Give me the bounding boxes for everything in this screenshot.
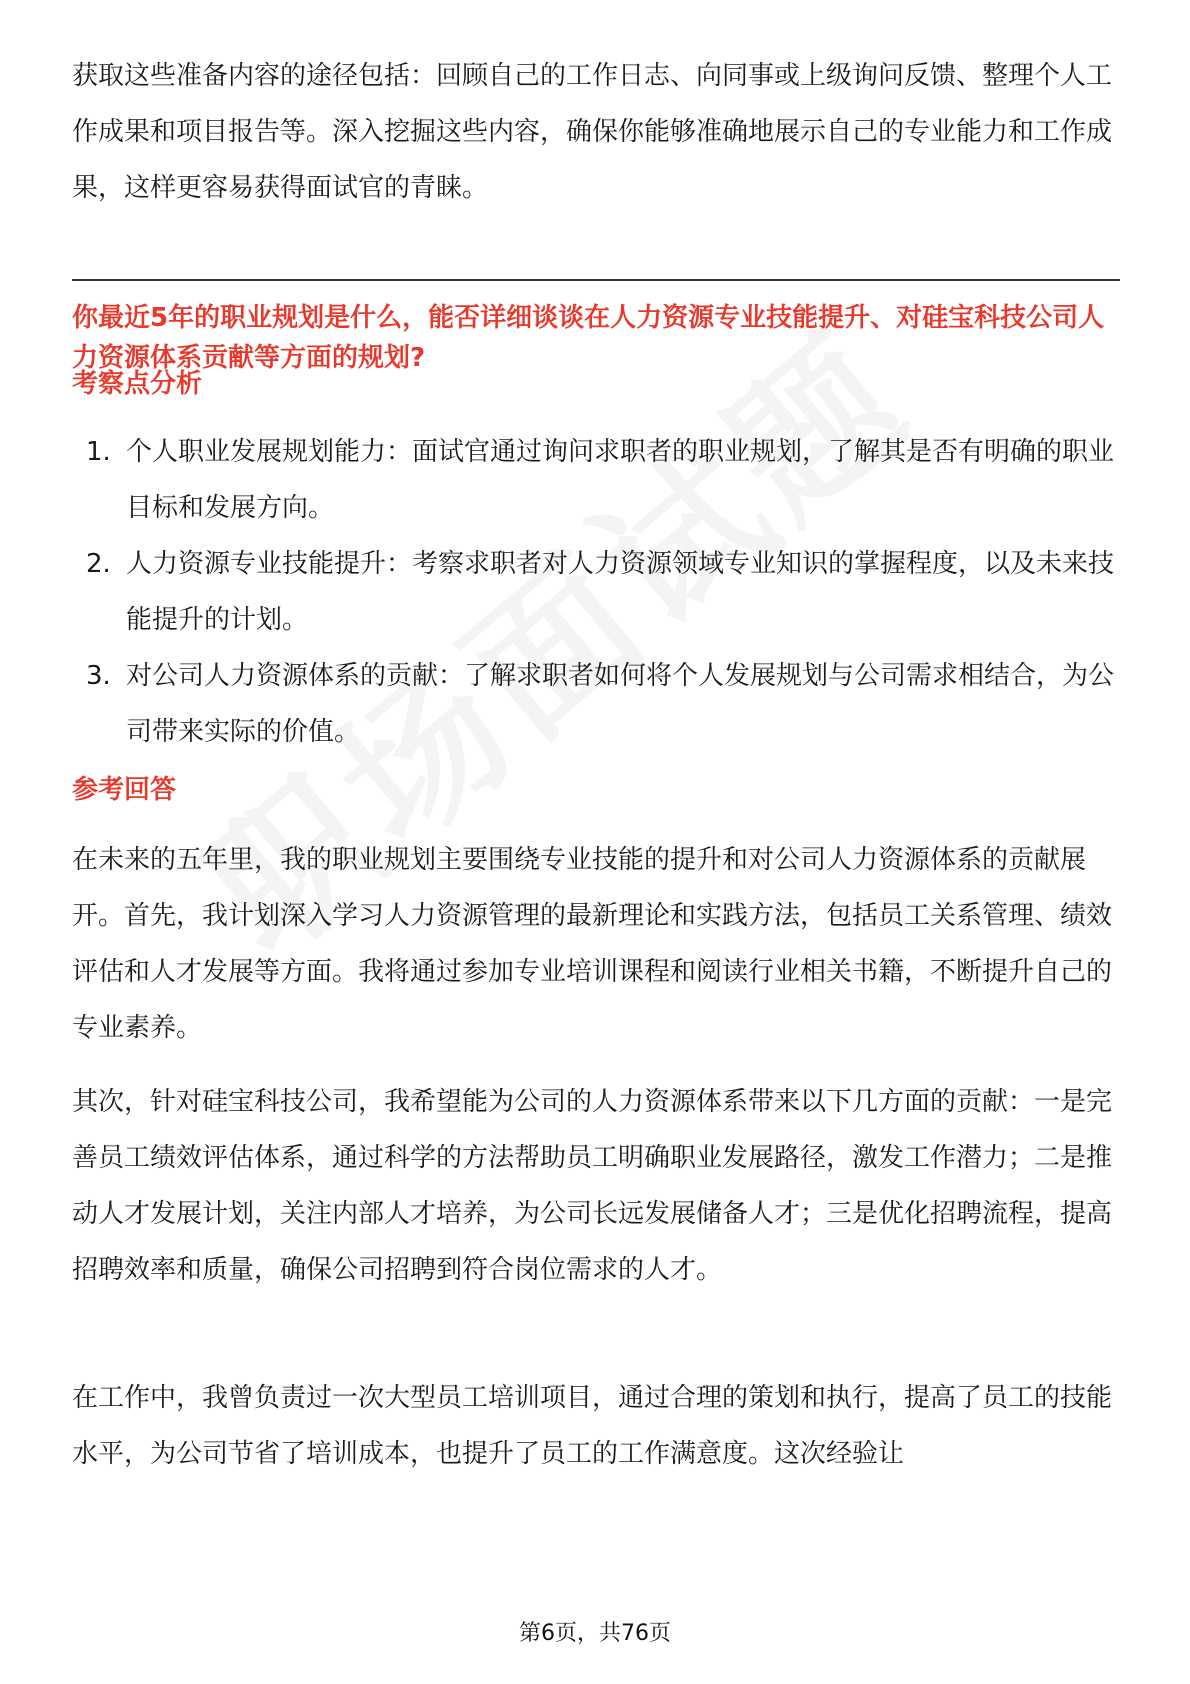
answer-paragraph-1: 在未来的五年里，我的职业规划主要围绕专业技能的提升和对公司人力资源体系的贡献展开。首先，我计划深入学习人力资源管理的最新理论和实践方法，包括员工关系管理、绩效评估和人才发展等方面。我将通过参加专业培训课程和阅读行业相关书籍，不断提升自己的专业素养。 (72, 845, 1113, 1043)
list-item-number: 2. (86, 549, 111, 579)
answer-title: 参考回答 (72, 775, 177, 805)
analysis-title: 考察点分析 (72, 369, 203, 399)
list-item (72, 424, 1120, 536)
list-item-text: 对公司人力资源体系的贡献：了解求职者如何将个人发展规划与公司需求相结合，为公司带来实际的价值。 (126, 661, 1115, 747)
list-item-number: 3. (86, 661, 111, 691)
page-footer: 第6页，共76页 (519, 1621, 671, 1646)
question-heading: 你最近5年的职业规划是什么，能否详细谈谈在人力资源专业技能提升、对硅宝科技公司人力资源体系贡献等方面的规划? (72, 303, 1105, 373)
list-item (72, 536, 1120, 648)
list-item-number: 1. (86, 437, 111, 467)
list-item (72, 648, 1120, 760)
analysis-list (72, 424, 1120, 760)
list-item-text: 个人职业发展规划能力：面试官通过询问求职者的职业规划，了解其是否有明确的职业目标和发展方向。 (126, 437, 1115, 523)
intro-paragraph: 获取这些准备内容的途径包括：回顾自己的工作日志、向同事或上级询问反馈、整理个人工作成果和项目报告等。深入挖掘这些内容，确保你能够准确地展示自己的专业能力和工作成果，这样更容易获得面试官的青睐。 (72, 61, 1113, 203)
answer-paragraph-2: 其次，针对硅宝科技公司，我希望能为公司的人力资源体系带来以下几方面的贡献：一是完善员工绩效评估体系，通过科学的方法帮助员工明确职业发展路径，激发工作潜力；二是推动人才发展计划，关注内部人才培养，为公司长远发展储备人才；三是优化招聘流程，提高招聘效率和质量，确保公司招聘到符合岗位需求的人才。 (72, 1087, 1113, 1285)
section-divider (72, 279, 1120, 281)
answer-paragraph-3: 在工作中，我曾负责过一次大型员工培训项目，通过合理的策划和执行，提高了员工的技能水平，为公司节省了培训成本，也提升了员工的工作满意度。这次经验让 (72, 1383, 1113, 1469)
list-item-text: 人力资源专业技能提升：考察求职者对人力资源领域专业知识的掌握程度，以及未来技能提升的计划。 (126, 549, 1115, 635)
